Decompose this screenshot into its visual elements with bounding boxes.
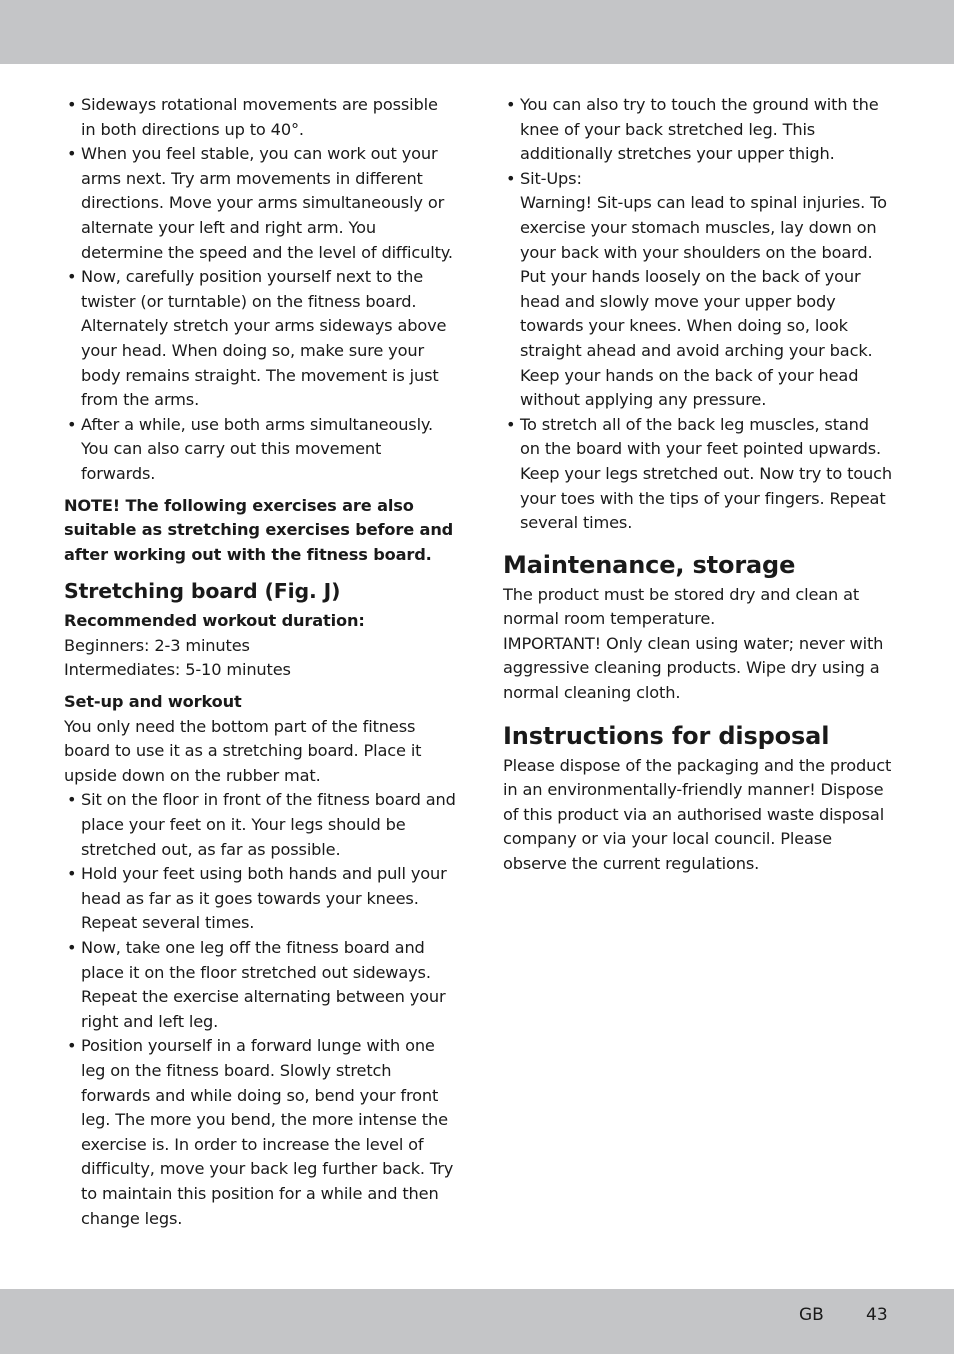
- list-item: • Sideways rotational movements are possible in both directions up to 40°.: [64, 93, 456, 142]
- maintenance-text-1: The product must be stored dry and clean at normal room temperature.: [503, 584, 860, 629]
- list-item: • After a while, use both arms simultaneously. You can also carry out this movement forwards.: [64, 413, 456, 487]
- situps-label: • Sit-Ups:: [520, 168, 582, 188]
- list-item-situps: [503, 167, 893, 413]
- disposal-heading: Instructions for disposal: [503, 721, 830, 750]
- situps-text: Warning! Sit-ups can lead to spinal injuries. To exercise your stomach muscles, lay down on your back with your shoulders on the board. Put your hands loosely on the back of your head and slowly move your upper body towards your knees. When doing so, look straight ahead and avoid arching your back. Keep your hands on the back of your head without applying any pressure.: [520, 193, 887, 410]
- list-item: • Hold your feet using both hands and pull your head as far as it goes towards your knees. Repeat several times.: [64, 862, 456, 936]
- list-item: • Position yourself in a forward lunge with one leg on the fitness board. Slowly stretch forwards and while doing so, bend your front leg. The more you bend, the more intense the exercise is. In order to increase the level of difficulty, move your back leg further back. Try to maintain this position for a while and then change legs.: [64, 1034, 456, 1231]
- duration-heading: Recommended workout duration:: [64, 611, 365, 631]
- list-item: • Now, take one leg off the fitness board and place it on the floor stretched out sideways. Repeat the exercise alternating between your right and left leg.: [64, 936, 456, 1034]
- beginners-duration: Beginners: 2-3 minutes: [64, 635, 250, 655]
- exercise-list-a: [64, 93, 456, 487]
- list-item: • Sit on the floor in front of the fitness board and place your feet on it. Your legs should be stretched out, as far as possible.: [64, 788, 456, 862]
- right-column: [503, 93, 893, 877]
- maintenance-heading: Maintenance, storage: [503, 550, 796, 579]
- list-item: • You can also try to touch the ground with the knee of your back stretched leg. This additionally stretches your upper thigh.: [503, 93, 893, 167]
- page-number: 43: [866, 1305, 888, 1325]
- setup-text: You only need the bottom part of the fitness board to use it as a stretching board. Place it upside down on the rubber mat.: [64, 716, 422, 785]
- stretching-note: NOTE! The following exercises are also suitable as stretching exercises before and after working out with the fitness board.: [64, 495, 454, 564]
- setup-heading: Set-up and workout: [64, 692, 242, 712]
- list-item: • To stretch all of the back leg muscles, stand on the board with your feet pointed upwards. Keep your legs stretched out. Now try to touch your toes with the tips of your fingers. Repeat several times.: [503, 413, 893, 536]
- intermediates-duration: Intermediates: 5-10 minutes: [64, 660, 291, 680]
- stretching-heading: Stretching board (Fig. J): [64, 579, 341, 604]
- exercise-list-b: [64, 788, 456, 1231]
- left-column: [64, 93, 456, 1231]
- disposal-text: Please dispose of the packaging and the product in an environmentally-friendly manner! Dispose of this product via an authorised waste disposal company or via your local council. Please observe the current regulations.: [503, 755, 892, 874]
- list-item: • Now, carefully position yourself next to the twister (or turntable) on the fitness board. Alternately stretch your arms sideways above your head. When doing so, make sure your body remains straight. The movement is just from the arms.: [64, 265, 456, 413]
- header-bar: [0, 0, 954, 64]
- footer-language: GB: [799, 1305, 824, 1325]
- maintenance-text-2: IMPORTANT! Only clean using water; never with aggressive cleaning products. Wipe dry using a normal cleaning cloth.: [503, 633, 884, 703]
- exercise-list-c: [503, 93, 893, 536]
- list-item: • When you feel stable, you can work out your arms next. Try arm movements in different directions. Move your arms simultaneously or alternate your left and right arm. You determine the speed and the level of difficulty.: [64, 142, 456, 265]
